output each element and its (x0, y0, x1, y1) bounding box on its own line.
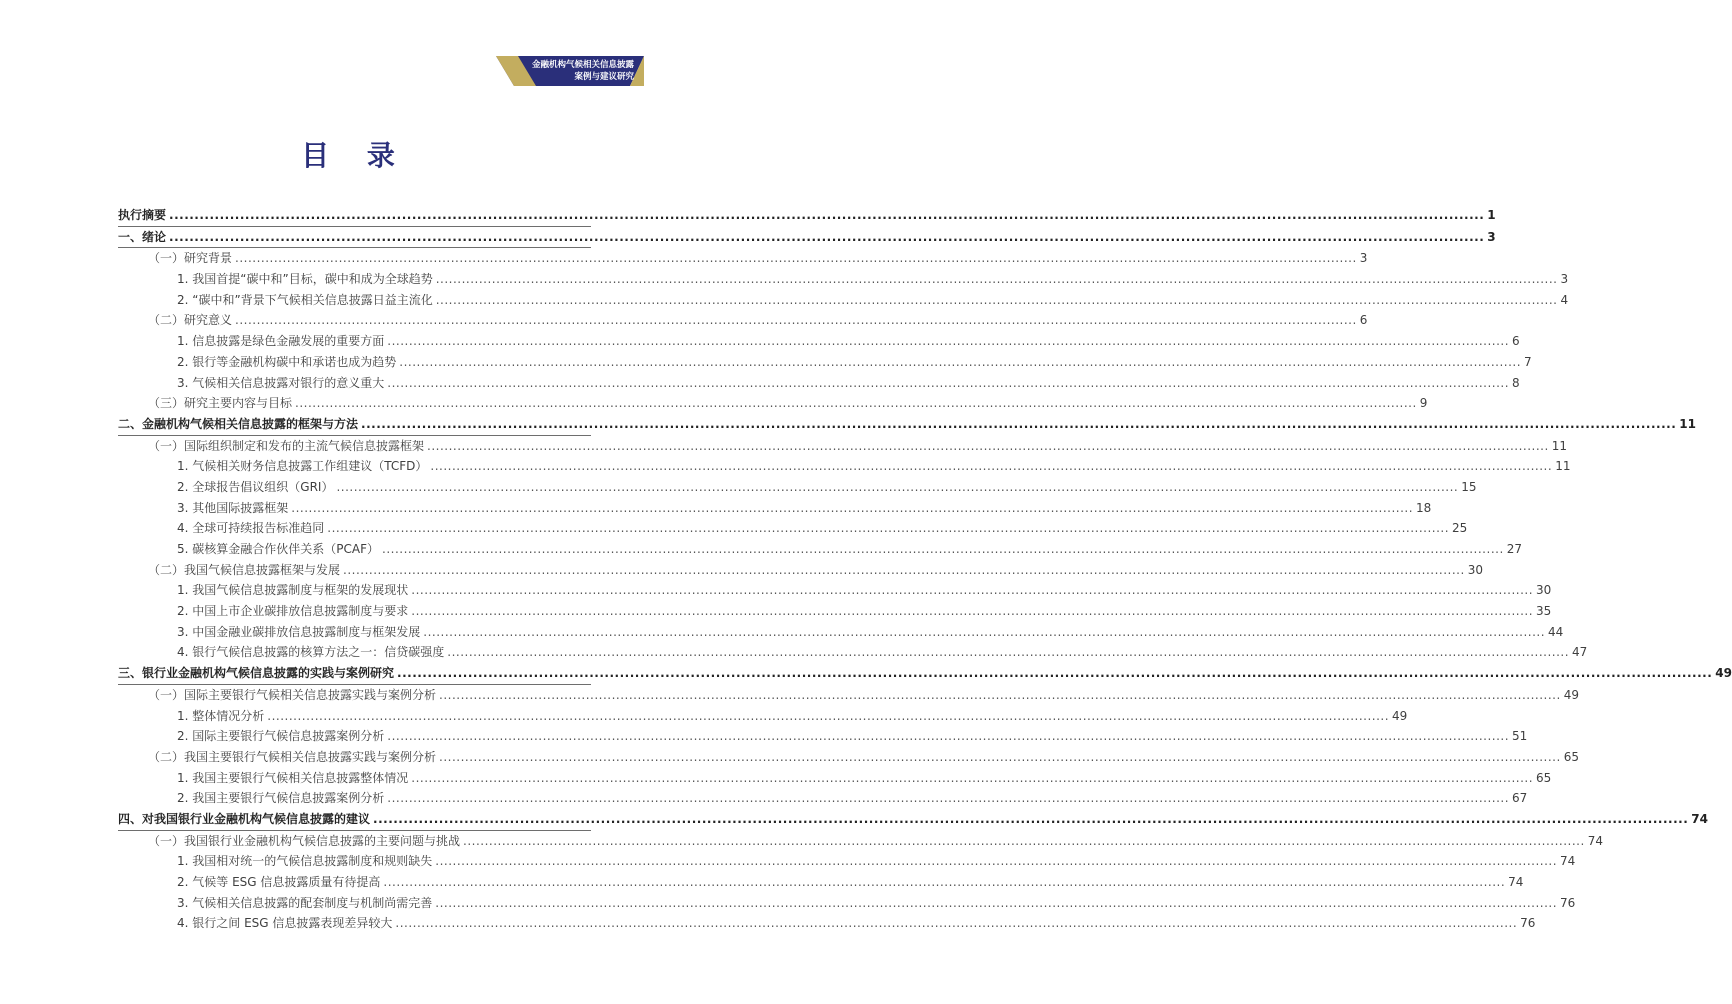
toc-dot-leader: .................................................................................................................................................................................................................................................................... (235, 251, 1357, 266)
toc-entry-label: 3. 其他国际披露框架 (177, 500, 289, 515)
toc-entry-label: 2. 全球报告倡议组织（GRI） (177, 479, 334, 494)
toc-entry-label: 执行摘要 (118, 208, 167, 222)
toc-entry-label: 1. 气候相关财务信息披露工作组建议（TCFD） (177, 459, 428, 474)
toc-entry-page: 4 (1560, 292, 1569, 307)
toc-entry[interactable] (118, 872, 1524, 893)
toc-entry-page: 74 (1691, 811, 1708, 826)
header-badge-text (532, 59, 634, 83)
toc-dot-leader: .................................................................................................................................................................................................................................................................... (411, 604, 1534, 619)
toc-dot-leader: .................................................................................................................................................................................................................................................................... (235, 313, 1357, 328)
toc-dot-leader: .................................................................................................................................................................................................................................................................... (439, 687, 1561, 702)
toc-entry-label: 二、金融机构气候相关信息披露的框架与方法 (118, 416, 359, 431)
toc-entry-label: 1. 我国气候信息披露制度与框架的发展现状 (177, 583, 409, 598)
toc-entry[interactable] (118, 663, 1732, 685)
toc-dot-leader: .................................................................................................................................................................................................................................................................... (447, 645, 1570, 660)
toc-entry-page: 7 (1524, 354, 1532, 369)
toc-entry[interactable] (118, 851, 1576, 872)
toc-entry[interactable] (118, 726, 1528, 747)
toc-entry-label: 1. 我国主要银行气候相关信息披露整体情况 (177, 770, 409, 785)
toc-entry-page: 74 (1508, 875, 1524, 889)
toc-entry[interactable] (118, 205, 1496, 227)
toc-entry-page: 30 (1467, 562, 1484, 577)
toc-dot-leader: .................................................................................................................................................................................................................................................................... (387, 334, 1510, 349)
toc-entry[interactable] (118, 456, 1571, 477)
toc-dot-leader: .................................................................................................................................................................................................................................................................... (169, 208, 1485, 222)
toc-entry[interactable] (118, 290, 1569, 311)
toc-dot-leader: .................................................................................................................................................................................................................................................................... (427, 438, 1549, 453)
toc-dot-leader: .................................................................................................................................................................................................................................................................... (361, 416, 1677, 431)
toc-dot-leader: .................................................................................................................................................................................................................................................................... (423, 624, 1546, 639)
toc-entry-page: 76 (1560, 895, 1576, 910)
toc-entry-page: 47 (1572, 645, 1588, 660)
toc-dot-leader: .................................................................................................................................................................................................................................................................... (327, 521, 1450, 536)
toc-entry-label: （二）我国气候信息披露框架与发展 (148, 562, 341, 577)
toc-entry-label: 1. 我国相对统一的气候信息披露制度和规则缺失 (177, 854, 433, 869)
toc-entry-label: （一）国际主要银行气候相关信息披露实践与案例分析 (148, 687, 437, 702)
toc-entry-label: 1. 整体情况分析 (177, 708, 265, 723)
toc-entry-label: 2. 银行等金融机构碳中和承诺也成为趋势 (177, 354, 397, 369)
toc-entry-page: 1 (1487, 208, 1496, 222)
header-line-1: 金融机构气候相关信息披露 (531, 60, 634, 70)
toc-entry-label: （一）国际组织制定和发布的主流气候信息披露框架 (148, 438, 425, 453)
toc-entry-page: 30 (1536, 583, 1552, 598)
toc-entry-page: 18 (1416, 500, 1432, 515)
toc-dot-leader: .................................................................................................................................................................................................................................................................... (295, 396, 1417, 411)
header-badge (496, 56, 644, 86)
toc-entry[interactable] (118, 393, 1428, 414)
toc-entry-page: 44 (1548, 624, 1564, 639)
toc-entry-page: 49 (1715, 666, 1732, 681)
toc-entry[interactable] (118, 788, 1528, 809)
toc-entry-label: 3. 中国金融业碳排放信息披露制度与框架发展 (177, 624, 421, 639)
toc-dot-leader: .................................................................................................................................................................................................................................................................... (411, 583, 1534, 598)
toc-entry-page: 25 (1452, 521, 1468, 536)
toc-dot-leader: .................................................................................................................................................................................................................................................................... (387, 375, 1510, 390)
toc-entry-label: 1. 我国首提“碳中和”目标，碳中和成为全球趋势 (177, 272, 433, 287)
toc-entry-page: 49 (1392, 708, 1408, 723)
toc-entry-label: 4. 全球可持续报告标准趋同 (177, 521, 325, 536)
toc-entry-page: 8 (1512, 375, 1520, 390)
toc-entry-label: 4. 银行气候信息披露的核算方法之一：信贷碳强度 (177, 645, 445, 660)
toc-entry-label: 5. 碳核算金融合作伙伴关系（PCAF） (177, 542, 379, 556)
toc-entry[interactable] (118, 642, 1588, 663)
toc-entry[interactable] (118, 518, 1468, 539)
toc-entry[interactable] (118, 809, 1708, 831)
toc-entry-page: 74 (1587, 833, 1604, 848)
toc-entry-page: 35 (1536, 604, 1552, 619)
toc-entry-label: （一）研究背景 (148, 251, 233, 266)
toc-entry-label: 2. 气候等 ESG 信息披露质量有待提高 (177, 875, 381, 889)
toc-dot-leader: .................................................................................................................................................................................................................................................................... (463, 833, 1585, 848)
toc-entry[interactable] (118, 227, 1496, 249)
toc-entry-label: 一、绪论 (118, 229, 167, 244)
toc-entry-label: 4. 银行之间 ESG 信息披露表现差异较大 (177, 916, 393, 931)
toc-entry-page: 49 (1563, 687, 1580, 702)
toc-entry-page: 11 (1679, 416, 1696, 431)
toc-entry-page: 3 (1359, 251, 1368, 266)
toc-entry[interactable] (118, 747, 1580, 768)
toc-entry-label: （二）我国主要银行气候相关信息披露实践与案例分析 (148, 749, 437, 764)
toc-dot-leader: .................................................................................................................................................................................................................................................................... (343, 562, 1465, 577)
toc-entry[interactable] (118, 331, 1520, 352)
toc-entry-label: （三）研究主要内容与目标 (148, 396, 293, 411)
toc-entry-page: 27 (1506, 542, 1523, 556)
toc-dot-leader: .................................................................................................................................................................................................................................................................... (435, 854, 1558, 869)
toc-dot-leader: .................................................................................................................................................................................................................................................................... (430, 459, 1553, 474)
table-of-contents (118, 205, 1732, 934)
toc-entry-page: 9 (1419, 396, 1428, 411)
toc-entry-label: 3. 气候相关信息披露的配套制度与机制尚需完善 (177, 895, 433, 910)
toc-dot-leader: .................................................................................................................................................................................................................................................................... (387, 729, 1510, 744)
toc-entry[interactable] (118, 352, 1532, 373)
toc-entry-label: 2. 中国上市企业碳排放信息披露制度与要求 (177, 604, 409, 619)
page-title: 目 录 (301, 139, 409, 172)
toc-entry[interactable] (118, 539, 1523, 560)
toc-dot-leader: .................................................................................................................................................................................................................................................................... (169, 229, 1485, 244)
toc-entry-page: 65 (1536, 770, 1552, 785)
toc-entry-label: （一）我国银行业金融机构气候信息披露的主要问题与挑战 (148, 833, 461, 848)
toc-dot-leader: .................................................................................................................................................................................................................................................................... (267, 708, 1390, 723)
toc-entry-label: 2. 国际主要银行气候信息披露案例分析 (177, 729, 385, 744)
toc-entry[interactable] (118, 622, 1564, 643)
toc-entry-label: 2. 我国主要银行气候信息披露案例分析 (177, 791, 385, 806)
toc-entry-page: 15 (1461, 479, 1477, 494)
toc-entry-page: 51 (1512, 729, 1528, 744)
toc-entry-label: 四、对我国银行业金融机构气候信息披露的建议 (118, 811, 371, 826)
toc-dot-leader: .................................................................................................................................................................................................................................................................... (382, 542, 1504, 556)
toc-dot-leader: .................................................................................................................................................................................................................................................................... (439, 749, 1561, 764)
toc-entry[interactable] (118, 768, 1552, 789)
toc-entry[interactable] (118, 436, 1568, 457)
toc-entry-page: 65 (1563, 749, 1580, 764)
toc-entry-page: 6 (1512, 334, 1520, 349)
toc-entry[interactable] (118, 414, 1696, 436)
toc-dot-leader: .................................................................................................................................................................................................................................................................... (435, 292, 1558, 307)
toc-entry[interactable] (118, 498, 1432, 519)
toc-entry-label: 2. “碳中和”背景下气候相关信息披露日益主流化 (177, 292, 433, 307)
toc-dot-leader: .................................................................................................................................................................................................................................................................... (397, 666, 1713, 681)
toc-dot-leader: .................................................................................................................................................................................................................................................................... (336, 479, 1459, 494)
toc-entry[interactable] (118, 893, 1576, 914)
toc-dot-leader: .................................................................................................................................................................................................................................................................... (435, 895, 1558, 910)
toc-entry[interactable] (118, 248, 1368, 269)
toc-dot-leader: .................................................................................................................................................................................................................................................................... (291, 500, 1414, 515)
toc-entry-page: 6 (1359, 313, 1368, 328)
toc-dot-leader: .................................................................................................................................................................................................................................................................... (387, 791, 1510, 806)
toc-entry[interactable] (118, 560, 1484, 581)
toc-entry-page: 67 (1512, 791, 1528, 806)
toc-entry-page: 11 (1555, 459, 1571, 474)
toc-entry-label: 3. 气候相关信息披露对银行的意义重大 (177, 375, 385, 390)
toc-dot-leader: .................................................................................................................................................................................................................................................................... (373, 811, 1689, 826)
toc-entry-label: 1. 信息披露是绿色金融发展的重要方面 (177, 334, 385, 349)
toc-entry[interactable] (118, 913, 1536, 934)
toc-dot-leader: .................................................................................................................................................................................................................................................................... (383, 875, 1506, 889)
toc-entry-page: 3 (1560, 272, 1569, 287)
toc-entry[interactable] (118, 310, 1368, 331)
toc-entry[interactable] (118, 706, 1408, 727)
toc-dot-leader: .................................................................................................................................................................................................................................................................... (435, 272, 1558, 287)
toc-entry-page: 76 (1520, 916, 1536, 931)
toc-dot-leader: .................................................................................................................................................................................................................................................................... (399, 354, 1522, 369)
header-line-2: 案例与建议研究 (574, 72, 634, 82)
toc-dot-leader: .................................................................................................................................................................................................................................................................... (395, 916, 1518, 931)
toc-entry[interactable] (118, 580, 1552, 601)
toc-entry[interactable] (118, 685, 1580, 706)
toc-entry[interactable] (118, 269, 1569, 290)
toc-entry-label: 三、银行业金融机构气候信息披露的实践与案例研究 (118, 666, 395, 681)
toc-entry-page: 11 (1551, 438, 1568, 453)
toc-entry-page: 3 (1487, 229, 1496, 244)
toc-dot-leader: .................................................................................................................................................................................................................................................................... (411, 770, 1534, 785)
toc-entry[interactable] (118, 373, 1520, 394)
toc-entry[interactable] (118, 477, 1477, 498)
toc-entry[interactable] (118, 831, 1604, 852)
toc-entry-page: 74 (1560, 854, 1576, 869)
toc-entry-label: （二）研究意义 (148, 313, 233, 328)
toc-entry[interactable] (118, 601, 1552, 622)
